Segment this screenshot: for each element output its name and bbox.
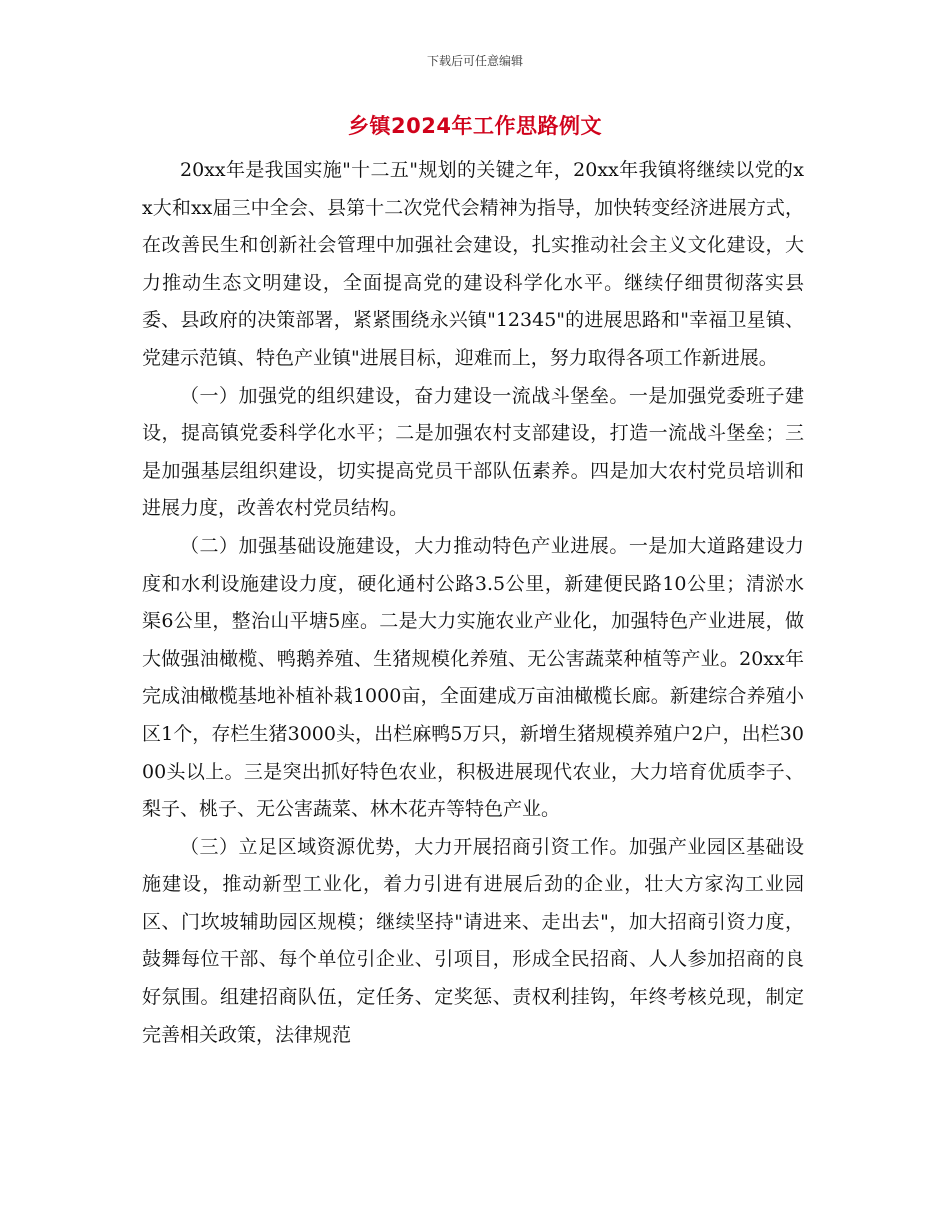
header-note: 下载后可任意编辑 (426, 54, 523, 68)
document-body (142, 152, 804, 1054)
paragraph-intro: 20xx年是我国实施"十二五"规划的关键之年，20xx年我镇将继续以党的xx大和xx届三中全会、县第十二次党代会精神为指导，加快转变经济进展方式，在改善民生和创新社会管理中加强社会建设，扎实推动社会主义文化建设，大力推动生态文明建设，全面提高党的建设科学化水平。继续仔细贯彻落实县委、县政府的决策部署，紧紧围绕永兴镇"12345"的进展思路和"幸福卫星镇、党建示范镇、特色产业镇"进展目标，迎难而上，努力取得各项工作新进展。 (142, 159, 804, 369)
paragraph-party-organization: （一）加强党的组织建设，奋力建设一流战斗堡垒。一是加强党委班子建设，提高镇党委科学化水平；二是加强农村支部建设，打造一流战斗堡垒；三是加强基层组织建设，切实提高党员干部队伍素养。四是加大农村党员培训和进展力度，改善农村党员结构。 (142, 384, 804, 520)
document-title: 乡镇2024年工作思路例文 (348, 114, 602, 138)
paragraph-infrastructure: （二）加强基础设施建设，大力推动特色产业进展。一是加大道路建设力度和水利设施建设力度，硬化通村公路3.5公里，新建便民路10公里；清淤水渠6公里，整治山平塘5座。二是大力实施农业产业化，加强特色产业进展，做大做强油橄榄、鸭鹅养殖、生猪规模化养殖、无公害蔬菜种植等产业。20xx年完成油橄榄基地补植补栽1000亩，全面建成万亩油橄榄长廊。新建综合养殖小区1个，存栏生猪3000头，出栏麻鸭5万只，新增生猪规模养殖户2户，出栏3000头以上。三是突出抓好特色农业，积极进展现代农业，大力培育优质李子、梨子、桃子、无公害蔬菜、林木花卉等特色产业。 (142, 534, 804, 821)
paragraph-investment: （三）立足区域资源优势，大力开展招商引资工作。加强产业园区基础设施建设，推动新型工业化，着力引进有进展后劲的企业，壮大方家沟工业园区、门坎坡辅助园区规模；继续坚持"请进来、走出去"，加大招商引资力度，鼓舞每位干部、每个单位引企业、引项目，形成全民招商、人人参加招商的良好氛围。组建招商队伍，定任务、定奖惩、责权利挂钩，年终考核兑现，制定完善相关政策，法律规范 (142, 835, 804, 1046)
